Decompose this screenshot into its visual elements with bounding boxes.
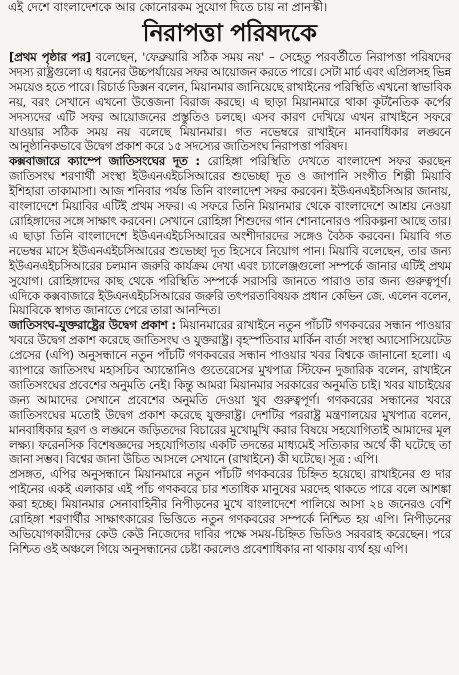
paragraph-intro [9, 50, 451, 154]
subheading-concern: জাতিসংঘ-যুক্তরাষ্ট্রের উদ্বেগ প্রকাশ : [9, 318, 176, 333]
article-body [0, 50, 459, 557]
paragraph-text: বলেছেন, 'ফেব্রুয়ারি সঠিক সময় নয়' – সেহেতু পরবর্তীতে নিরাপত্তা পরিষদের সদস্য রাষ্ট্রগুলো এ ধরনের উচ্চপর্যায়ের সফর আয়োজন করতে পারে। সেটা মার্চ এবং এপ্রিলসহ ভিন্ন সময়েও হতে পারে। রিচার্ড ডিক্সন বলেন, মিয়ানমার জানিয়েছে রাখাইনের পরিস্থিতি এখনো স্বাভাবিক নয়, বরং সেখানে এখনো উত্তেজনা বিরাজ করছে। এ ছাড়া মিয়ানমারে থাকা কূটনৈতিক কর্পের সদস্যদের এটি সফর আয়োজনের প্রস্তুতিও চলছে। এসব কারণ দেখিয়ে এখন রাখাইনে সফরে যাওয়ার সঠিক সময় নয় বলেছে মিয়ানমার। গত নভেম্বরে রাখাইনে মানবাধিকার লঙ্ঘনে আনুষ্ঠানিকভাবে উদ্বেগ প্রকাশ করে ১৫ সদস্যের জাতিসংঘ নিরাপত্তা পরিষদ। [9, 50, 451, 154]
paragraph-concern [9, 318, 451, 467]
paragraph-text: রোহিঙ্গা পরিস্থিতি দেখতে বাংলাদেশ সফর করছেন জাতিসংঘ শরণার্থী সংস্থা ইউএনএইচসিআরের শুভেচ্ছা দূত ও জাপানি সংগীত শিল্পী মিয়াবি ইশিহারা তাকামাসা। আজ শনিবার পর্যন্ত তিনি বাংলাদেশ সফর করবেন। ইউএনএইচসিআর জানায়, বাংলাদেশে মিয়াবির এটিই প্রথম সফর। এ সফরে তিনি মিয়ানমার থেকে বাংলাদেশে আশ্রয় নেওয়া রোহিঙ্গাদের সঙ্গে সাক্ষাৎ করবেন। সেখানে রোহিঙ্গা শিশুদের গান শোনানোরও পরিকল্পনা আছে তার। এ ছাড়া তিনি বাংলাদেশে ইউএনএইচসিআরের অংশীদারদের সঙ্গেও বৈঠক করবেন। মিয়াবি গত নভেম্বর মাসে ইউএনএইচসিআরের শুভেচ্ছা দূত হিসেবে নিয়োগ পান। মিয়াবি বলেছেন, তার জন্য ইউএনএইচসিআরের চলমান জরুরি কার্যক্রম দেখা এবং চ্যালেঞ্জগুলো সম্পর্কে জানার এটিই প্রথম সুযোগ। রোহিঙ্গাদের কাছ থেকে পরিস্থিতি সম্পর্কে সরাসরি জানতে পারাও তার জন্য গুরুত্বপূর্ণ। এদিকে কক্সবাজারে ইউএনএইচসিআরের জরুরি তৎপরতাবিষয়ক প্রধান কেভিন জে. এলেন বলেন, মিয়াবিকে স্বাগত জানাতে পেরে তারা আনন্দিত। [9, 154, 451, 318]
paragraph-context [9, 467, 451, 556]
paragraph-envoy [9, 154, 451, 318]
paragraph-text: প্রসঙ্গত, এপির অনুসন্ধানে মিয়ানমারে নতুন পাঁচটি গণকবরের চিহ্নিত হয়েছে। রাখাইনের গু দার পাইনের একই এলাকার এই পাঁচ গণকবরে চার শতাধিক মানুষের মরদেহ থাকতে পারে বলে আশঙ্কা করা হচ্ছে। মিয়ানমার সেনাবাহিনীর নিপীড়নের মুখে বাংলাদেশে পালিয়ে আসা ২৪ জনেরও বেশি রোহিঙ্গা শরণার্থীর সাক্ষাৎকারের ভিত্তিতে নতুন গণকবরের সম্পর্কে নিশ্চিত হয় এপি। নিপীড়নের অভিযোগকারীদের কেউ কেউ নিজেদের দাবির পক্ষে সময়-চিহ্নিত ভিডিও সরবরাহ করেছেন। পরে নিশ্চিত ওই অঞ্চলে গিয়ে অনুসন্ধানের চেষ্টা করলেও প্রবেশাধিকার না থাকায় ব্যর্থ হয় এপি। [9, 467, 451, 556]
continuation-marker: [প্রথম পৃষ্ঠার পর] [9, 50, 91, 64]
headline: নিরাপত্তা পরিষদকে [142, 18, 317, 47]
paragraph-text: মিয়ানমারের রাখাইনে নতুন পাঁচটি গণকবরের সন্ধান পাওয়ার খবরে উদ্বেগ প্রকাশ করেছে জাতিসংঘ ও যুক্তরাষ্ট্র। বৃহস্পতিবার মার্কিন বার্তা সংস্থা অ্যাসোসিয়েটেড প্রেসের (এপি) অনুসন্ধানে নতুন পাঁচটি গণকবরের সন্ধান পাওয়ার খবর বিশ্বকে জানানো হলো। এ ব্যাপারে জাতিসংঘ মহাসচিব অ্যান্তোনিও গুতেরেসের মুখপাত্র স্টিফেন দুজারিক বলেন, রাখাইনে জাতিসংঘের প্রবেশের অনুমতি নেই। কিন্তু আমরা মিয়ানমার সরকারের অনুমতি চাই। খবর যাচাইয়ের জন্য আমাদের সেখানে প্রবেশের অনুমতি দেওয়া খুব গুরুত্বপূর্ণ। গণকবরের সন্ধানের খবরে জাতিসংঘের মতোই উদ্বেগ প্রকাশ করেছে যুক্তরাষ্ট্র। দেশটির পররাষ্ট্র মন্ত্রণালয়ের মুখপাত্র বলেন, মানবাধিকার হরণ ও লঙ্ঘনে জড়িতদের বিচারের মুখোমুখি করার বিষয়ে সহযোগিতাই আমাদের মূল লক্ষ্য। ফরেনসিক বিশেষজ্ঞদের সহযোগিতায় একটি তদন্তের মাধ্যমেই সত্যিকার অর্থে কী ঘটেছে তা জানা সম্ভব। বিশ্বের জানা উচিত আসলে সেখানে (রাখাইনে) কী ঘটেছে। সূত্র : এপি। [9, 318, 452, 467]
previous-article-tail: এই দেশে বাংলাদেশকে আর কোনোরকম সুযোগ দিতে চায় না প্রানস্কী। [8, 0, 328, 14]
subheading-envoy: কক্সবাজারে ক্যাম্পে জাতিসংঘের দূত : [9, 154, 200, 169]
